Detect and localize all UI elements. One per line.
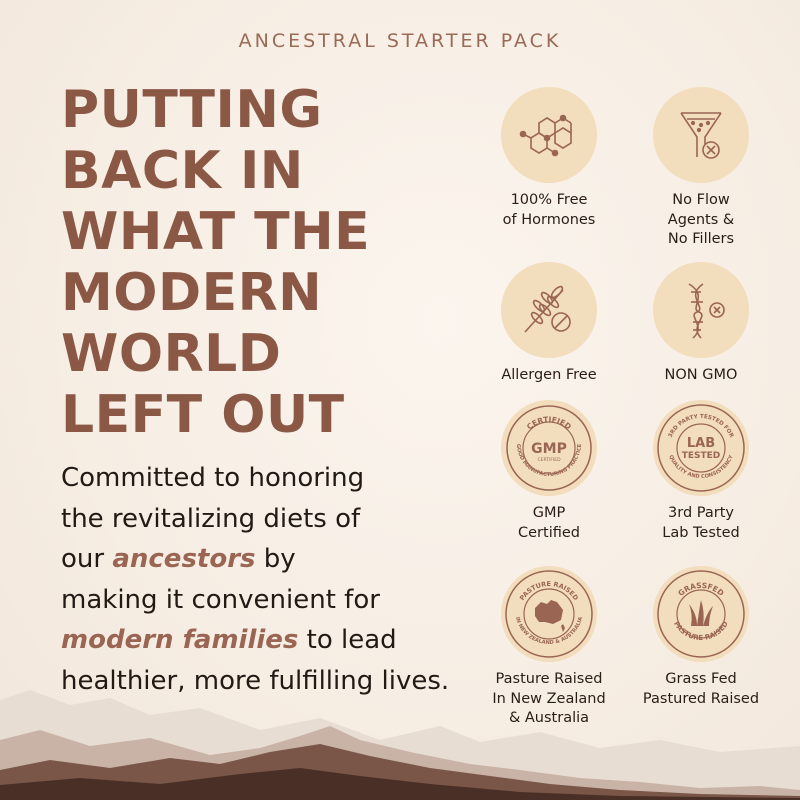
badge-label-line: Allergen Free <box>501 367 597 383</box>
badge-hormone-free <box>469 87 629 230</box>
headline <box>61 80 481 446</box>
badge-label <box>469 191 629 230</box>
badge-label <box>621 366 781 386</box>
seal-text: QUALITY AND CONSISTENCY <box>667 454 735 481</box>
badge-label-line: & Australia <box>508 710 590 726</box>
seal-text: GRASSFED <box>676 580 726 598</box>
svg-text:PASTURE RAISED <box>518 580 580 602</box>
dna-crossed-icon <box>653 262 749 358</box>
badge-label <box>621 504 781 543</box>
badge-label-line: 100% Free <box>510 192 588 208</box>
seal-text: GOOD MANUFACTURING PRACTICE <box>514 443 584 479</box>
badge-label-line: Grass Fed <box>665 671 737 687</box>
seal-text: IN NEW ZEALAND & AUSTRALIA <box>513 616 585 647</box>
badge-label <box>469 366 629 386</box>
body-line <box>61 620 481 661</box>
headline-line: WHAT THE <box>61 202 371 262</box>
seal-text: GMP <box>531 441 567 457</box>
body-line: Committed to honoring <box>61 463 365 493</box>
molecule-icon <box>501 87 597 183</box>
badge-label-line: Pastured Raised <box>642 690 760 707</box>
seal-text: LAB <box>686 436 716 451</box>
svg-text:CERTIFIED <box>525 415 573 432</box>
badge-label-line: 3rd Party <box>668 505 734 521</box>
body-line: healthier, more fulfilling lives. <box>61 665 450 696</box>
body-text: our <box>61 544 113 574</box>
seal-text: 3RD PARTY TESTED FOR <box>667 413 735 439</box>
seal-text: PASTURE RAISED <box>518 579 580 602</box>
pasture-raised-seal-icon <box>501 566 597 662</box>
emphasis-modern-families: modern families <box>61 625 299 655</box>
body-line: the revitalizing diets of <box>61 503 361 534</box>
svg-text:GRASSFED <box>676 581 725 598</box>
badge-label-line: NON GMO <box>664 367 738 383</box>
badge-allergen-free <box>469 262 629 386</box>
seal-text: CERTIFIED <box>524 414 573 432</box>
funnel-no-fillers-icon <box>653 87 749 183</box>
emphasis-ancestors: ancestors <box>112 544 256 574</box>
headline-line: BACK IN <box>61 141 304 201</box>
badge-label-line: of Hormones <box>502 211 596 228</box>
body-line <box>61 539 481 580</box>
page-title: ANCESTRAL STARTER PACK <box>238 30 562 52</box>
headline-line: MODERN <box>61 263 323 323</box>
mountain-range-graphic <box>0 660 800 800</box>
wheat-crossed-icon <box>501 262 597 358</box>
badge-lab-tested <box>621 400 781 543</box>
lab-tested-seal-icon <box>653 400 749 496</box>
badge-label-line: No Flow <box>672 192 730 208</box>
seal-text: TESTED <box>681 451 721 461</box>
seal-text: CERTIFIED <box>537 458 561 463</box>
body-text: by <box>255 544 296 574</box>
badge-label <box>469 504 629 543</box>
seal-text: PASTURE RAISED <box>672 619 730 643</box>
badge-non-gmo <box>621 262 781 386</box>
badge-label-line: GMP <box>532 505 566 521</box>
body-text: to lead <box>298 625 397 655</box>
grassfed-seal-icon <box>653 566 749 662</box>
badge-label-line: Certified <box>518 524 580 541</box>
badge-label-line: In New Zealand <box>492 690 606 707</box>
badge-label-line: Lab Tested <box>662 524 740 541</box>
badge-label <box>621 191 781 250</box>
badge-label-line: No Fillers <box>667 231 735 247</box>
headline-line: WORLD <box>61 324 282 384</box>
body-line: making it convenient for <box>61 584 380 615</box>
badge-no-fillers <box>621 87 781 250</box>
headline-line: PUTTING <box>61 80 323 140</box>
badge-gmp <box>469 400 629 543</box>
badge-label-line: Pasture Raised <box>495 671 603 687</box>
badge-label-line: Agents & <box>667 211 735 228</box>
gmp-seal-icon <box>501 400 597 496</box>
headline-line: LEFT OUT <box>61 385 345 445</box>
